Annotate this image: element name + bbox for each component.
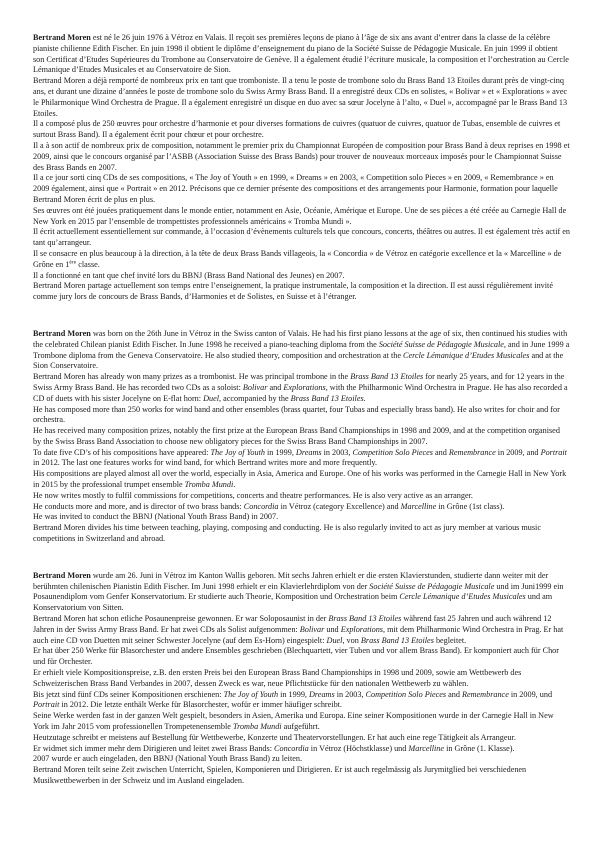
text-run: est né le 26 juin 1976 à Vétroz en Valais. Il reçoit ses premières leçons de piano à l’âge de six ans avant d’entrer dans la classe de la célèbre pianiste chilienne Edith Fischer. En juin 1998 il obtient le diplôme d’enseignement du piano de la Société Suisse de Pédagogie Musicale. En juin 1999 il obtient son Certificat d’Etudes Supérieures du Trombone au Conservatoire de Genève. Il a également étudié l’écriture musicale, la composition et l’orchestration au Cercle Lémanique d’Etudes Musicales et au Conservatoire de Sion. <box>33 33 569 75</box>
text-run: Er erhielt viele Kompositionspreise, z.B. den ersten Preis bei den European Brass Band Championships in 1998 und 2009, sowie am Wettbewerb des Schweizerischen Brass Band Verbandes in 2007, dessen Zweck es war, neue Pflichtstücke für den nationalen Wettbewerb zu wählen. <box>33 668 522 688</box>
text-run: , accompanied by the <box>219 393 291 403</box>
text-run: He was invited to conduct the BBNJ (National Youth Brass Band) in 2007. <box>33 512 279 522</box>
italic-text: The Joy of Youth <box>223 689 279 699</box>
paragraph <box>33 141 570 173</box>
italic-text: Competition Solo Pieces <box>365 689 447 699</box>
italic-text: Remembrance <box>462 689 509 699</box>
text-run: Er widmet sich immer mehr dem Dirigieren und leitet zwei Brass Bands: <box>33 743 275 753</box>
paragraph <box>33 33 570 76</box>
text-run: Il écrit actuellement essentiellement sur commande, à l’occasion d’évènements culturels tels que concours, concerts, théâtres ou autres. Il est également très actif en tant qu’arrangeur. <box>33 227 570 248</box>
paragraph <box>33 281 570 303</box>
paragraph <box>33 754 570 765</box>
italic-text: Concordia <box>274 743 309 753</box>
text-run: and in June 1999 a Trombone diploma from the Geneva Conservatoire. He also studied theory, composition and orchestration at the <box>33 339 570 360</box>
italic-text: Competition Solo Pieces <box>352 447 433 457</box>
paragraph <box>33 744 570 755</box>
italic-text: Cercle Lémanique d’Etudes Musicales <box>403 350 530 360</box>
text-run: in Grône (1st class). <box>436 501 505 511</box>
paragraph <box>33 426 570 448</box>
paragraph <box>33 448 570 470</box>
italic-text: Brass Band 13 Etoiles <box>360 635 434 645</box>
bold-text: Bertrand Moren <box>33 33 91 42</box>
text-run: in Vétroz (Höchstklasse) und <box>308 743 409 753</box>
bio-block-english <box>33 329 570 545</box>
text-run: Seine Werke werden fast in der ganzen Welt gespielt, besonders in Asien, Amerika und Europa. Eine seiner Kompositionen wurde in der Carnegie Hall in New York im Jahr 2015 vom professionellen Trompetenensemble <box>33 711 554 732</box>
text-run: in Grône (1. Klasse). <box>444 743 515 753</box>
italic-text: Bolivar <box>299 624 325 634</box>
text-run: He now writes mostly to fulfil commissions for competitions, concerts and theatre performances. He is also very active as an arranger. <box>33 490 473 500</box>
text-run: for nearly 25 years, and for 12 years in the Swiss Army Brass Band. He has recorded two CDs as a soloist: <box>33 372 565 392</box>
document-body <box>33 33 570 787</box>
bold-text: Bertrand Moren <box>33 570 91 580</box>
paragraph <box>33 733 570 744</box>
paragraph <box>33 668 570 690</box>
text-run: in 2009, und <box>508 689 553 699</box>
italic-text: Remembrance <box>448 447 496 457</box>
text-run: wurde am 26. Juni in Vétroz im Kanton Wallis geboren. Mit sechs Jahren erhielt er die ersten Klavierstunden, studierte dann weiter mit der berühmten chilenischen Pianistin Edith Fischer. Im Juni 1998 erhielt er ein Klavierlehrdiplom von der <box>33 570 549 591</box>
text-run: and <box>267 382 284 392</box>
text-run: Il a ce jour sorti cinq CDs de ses compositions, « The Joy of Youth » en 1999, « Dreams » en 2003, « Competition solo Pieces » en 2009, « Remembrance » en 2009 également, ainsi que « Portrait » en 2012. Précisons que ce dernier présente des compositions et des arrangements pour Harmonie, formation pour laquelle Bertrand Moren écrit de plus en plus. <box>33 173 558 204</box>
paragraph <box>33 119 570 141</box>
italic-text: Explorations <box>340 624 383 634</box>
text-run: Il a composé plus de 250 œuvres pour orchestre d’harmonie et pour diverses formations de cuivres (quatuor de cuivres, quatuor de Tubas, ensemble de cuivres et surtout Brass Band). Il a également écrit pour chœur et pour orchestre. <box>33 119 561 140</box>
paragraph <box>33 206 570 228</box>
paragraph <box>33 502 570 513</box>
text-run: His compositions are played almost all over the world, especially in Asia, America and Europe. One of his works was performed in the Carnegie Hall in New York in 2015 by the professional trumpet ensemble <box>33 469 567 490</box>
text-run: Il se consacre en plus beaucoup à la direction, à la tête de deux Brass Bands villageois, la « Concordia » de Vétroz en catégorie excellence et la « Marcelline » de Grône en 1 <box>33 248 562 269</box>
text-run: Il a fonctionné en tant que chef invité lors du BBNJ (Brass Band National des Jeunes) en 2007. <box>33 270 345 280</box>
text-run: 2007 wurde er auch eingeladen, den BBNJ (National Youth Brass Band) zu leiten. <box>33 754 302 764</box>
paragraph <box>33 271 570 282</box>
paragraph <box>33 405 570 427</box>
italic-text: Tromba Mundi <box>184 480 234 490</box>
text-run: in 1999, <box>264 447 296 457</box>
paragraph <box>33 249 570 271</box>
text-run: und <box>324 624 341 634</box>
italic-text: Portrait <box>33 700 60 710</box>
text-run: und am Konservatorium von Sitten. <box>33 592 553 613</box>
text-run: , von <box>342 635 361 645</box>
text-run: Bis jetzt sind fünf CDs seiner Kompositionen erschienen: <box>33 689 224 699</box>
text-run: in 2012. The last one features works for wind band, for which Bertrand writes more and more frequently. <box>33 458 378 468</box>
paragraph <box>33 469 570 491</box>
italic-text: Bolivar <box>242 382 268 392</box>
text-run: He conducts more and more, and is director of two brass bands: <box>33 501 244 511</box>
text-run: Bertrand Moren partage actuellement son temps entre l’enseignement, la pratique instrumentale, la composition et la direction. Il est aussi régulièrement invité comme jury lors de concours de Brass Bands, d’Harmonies et de Solistes, en Suisse et à l’étranger. <box>33 281 553 302</box>
italic-text: Marcelline <box>400 501 437 511</box>
text-run: in 2009, and <box>495 447 541 457</box>
text-run: Heutzutage schreibt er meistens auf Bestellung für Wettbewerbe, Konzerte und Theatervorstellungen. Er hat auch eine rege Tätigkeit als Arrangeur. <box>33 732 516 742</box>
text-run: in 2003, <box>334 689 366 699</box>
paragraph <box>33 372 570 404</box>
italic-text: The Joy of Youth <box>210 447 265 457</box>
text-run: Ses œuvres ont été jouées pratiquement dans le monde entier, notamment en Asie, Océanie, Amérique et Europe. Une de ses pièces a été créée au Carnegie Hall de New York en 2015 par l’ensemble de trompettistes professionnels américains « Tromba Mundi ». <box>33 205 567 226</box>
paragraph <box>33 711 570 733</box>
paragraph <box>33 76 570 119</box>
paragraph <box>33 690 570 712</box>
italic-text: Dreams <box>295 447 322 457</box>
paragraph <box>33 765 570 787</box>
paragraph <box>33 523 570 545</box>
italic-text: Portrait <box>540 447 567 457</box>
text-run: , mit dem Philharmonic Wind Orchestra in Prag. Er hat auch eine CD von Duetten mit seiner Schwester Jocelyne (auf dem Es-Horn) eingespielt: <box>33 624 564 645</box>
paragraph <box>33 571 570 614</box>
paragraph <box>33 227 570 249</box>
text-run: He has received many composition prizes, notably the first prize at the European Brass Band Championships in 1998 and 2009, and at the competition organised by the Swiss Brass Band Association to choose new obligatory pieces for the Swiss Brass Band Championships in 2007. <box>33 426 560 446</box>
paragraph <box>33 491 570 502</box>
text-run: was born on the 26th June in Vétroz in the Swiss canton of Valais. He had his first piano lessons at the age of six, then continued his studies with the celebrated Chilean pianist Edith Fischer. In June 1998 he received a piano-teaching diploma from the <box>33 328 568 349</box>
paragraph <box>33 614 570 646</box>
text-run: in 1999, <box>278 689 310 699</box>
text-run: and <box>446 689 462 699</box>
text-run: Il a à son actif de nombreux prix de composition, notamment le premier prix du Championnat Européen de composition pour Brass Band à deux reprises en 1998 et 2009, ainsi que le concours organisé par l’ASBB (Association Suisse des Brass Bands) pour trouver de nouveaux morceaux imposés pour le Championnat Suisse des Brass Bands en 2007. <box>33 140 570 172</box>
text-run: . <box>233 480 236 490</box>
bold-text: Bertrand Moren <box>33 328 91 338</box>
text-run: classe. <box>76 259 100 269</box>
text-run: To date five CD’s of his compositions have appeared: <box>33 447 211 457</box>
text-run: Er hat über 250 Werke für Blasorchester und andere Ensembles geschrieben (Blechquartett, vier Tuben und vor allem Brass Band). Er komponiert auch für Chor und für Orchester. <box>33 646 559 667</box>
text-run: und im Juni1999 ein Posaunendiplom vom Genfer Konservatorium. Er studierte auch Theorie, Komposition und Orchestration beim <box>33 581 564 602</box>
paragraph <box>33 512 570 523</box>
italic-text: Duel <box>326 635 343 645</box>
italic-text: Cercle Lémanique d’Etudes Musicales <box>399 592 526 602</box>
text-run: in 2003, <box>321 447 353 457</box>
italic-text: Brass Band 13 Etoiles <box>328 614 402 624</box>
text-run: Bertrand Moren a déjà remporté de nombreux prix en tant que tromboniste. Il a tenu le poste de trombone solo du Brass Band 13 Etoiles durant près de vingt-cinq ans, et durant une dizaine d’années le poste de trombone solo du Swiss Army Brass Band. Il a enregistré deux CDs en solistes, « Bolivar » et « Explorations » avec le Philarmonique Wind Orchestra de Prague. Il a également enregistré un disque en duo avec sa sœur Jocelyne à l’alto, « Duel », accompagné par le Brass Band 13 Etoiles. <box>33 76 568 118</box>
italic-text: Dreams <box>309 689 335 699</box>
text-run: in 2012. Die letzte enthält Werke für Blasorchester, wofür er immer häufiger schreibt. <box>59 700 342 710</box>
superscript-text: ère <box>69 259 77 265</box>
italic-text: Brass Band 13 Etoiles <box>350 372 424 382</box>
text-run: begleitet. <box>433 635 467 645</box>
text-run: He has composed more than 250 works for wind band and other ensembles (brass quartet, four Tubas and especially brass band). He also writes for choir and for orchestra. <box>33 404 560 425</box>
text-run: Bertrand Moren hat schon etliche Posaunenpreise gewonnen. Er war Soloposaunist in der <box>33 614 329 624</box>
text-run: and at the Sion Conservatoire. <box>33 350 564 371</box>
bio-block-german <box>33 571 570 787</box>
italic-text: Tromba Mundi <box>232 722 282 732</box>
text-run: Bertrand Moren teilt seine Zeit zwischen Unterricht, Spielen, Komponieren und Dirigieren. Er ist auch regelmässig als Jurymitglied bei verschiedenen Musikwettbewerben in der Schweiz und im Ausland eingeladen. <box>33 765 527 785</box>
italic-text: Explorations <box>283 382 326 392</box>
italic-text: Brass Band 13 Etoiles. <box>290 393 366 403</box>
italic-text: Concordia <box>243 501 279 511</box>
paragraph <box>33 646 570 668</box>
paragraph <box>33 173 570 205</box>
paragraph <box>33 329 570 372</box>
text-run: and <box>432 447 449 457</box>
bio-block-french <box>33 33 570 303</box>
italic-text: Société Suisse de Pédagogie Musicale, <box>378 339 506 349</box>
text-run: Bertrand Moren divides his time between teaching, playing, composing and conducting. He is also regularly invited to act as jury member at various music competitions in Switzerland and abroad. <box>33 523 541 544</box>
text-run: , with the Philharmonic Wind Orchestra in Prague. He has also recorded a CD of duets with his sister Jocelyne on E-flat horn: <box>33 382 568 403</box>
text-run: Bertrand Moren has already won many prizes as a trombonist. He was principal trombone in the <box>33 372 351 382</box>
text-run: während fast 25 Jahren und auch während 12 Jahren in der Swiss Army Brass Band. Er hat zwei CDs als Solist aufgenommen: <box>33 614 552 634</box>
text-run: aufgeführt. <box>281 722 320 732</box>
italic-text: Duel <box>203 393 220 403</box>
text-run: in Vétroz (category Excellence) and <box>278 501 401 511</box>
italic-text: Marcelline <box>408 743 445 753</box>
italic-text: Société Suisse de Pédagogie Musicale <box>369 581 495 591</box>
